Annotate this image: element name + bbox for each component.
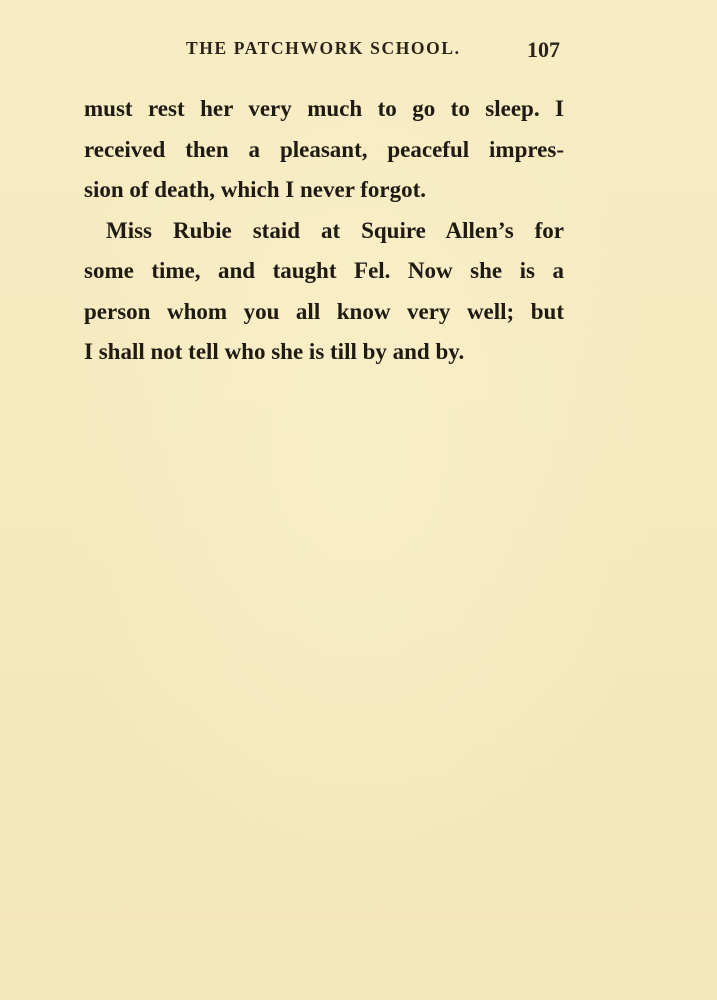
body-text <box>84 89 564 373</box>
text-line: sion of death, which I never forgot. <box>84 177 427 202</box>
text-line: some time, and taught Fel. Now she is a <box>84 258 564 283</box>
running-title: THE PATCHWORK SCHOOL. <box>186 38 461 58</box>
text-line: Miss Rubie staid at Squire Allen’s for <box>106 217 564 243</box>
text-line: person whom you all know very well; but <box>84 298 564 324</box>
page-number: 107 <box>527 37 560 62</box>
text-line: received then a pleasant, peaceful impres- <box>84 136 564 162</box>
text-line: I shall not tell who she is till by and by. <box>84 339 465 364</box>
text-line: must rest her very much to go to sleep. I <box>84 96 564 121</box>
